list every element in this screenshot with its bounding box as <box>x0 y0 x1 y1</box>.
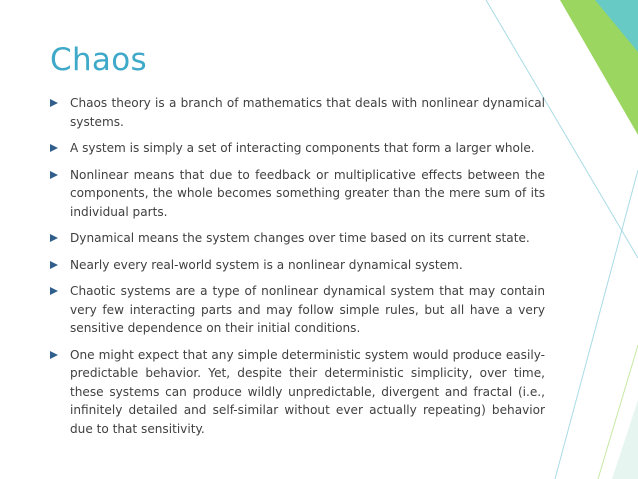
bullet-item <box>50 229 545 248</box>
bullet-item <box>50 346 545 439</box>
triangle-bullet-icon <box>50 144 58 152</box>
bullet-item <box>50 166 545 222</box>
triangle-bullet-icon <box>50 287 58 295</box>
triangle-bullet-icon <box>50 171 58 179</box>
bullet-item <box>50 282 545 338</box>
bullet-item <box>50 256 545 275</box>
bullet-text: Nonlinear means that due to feedback or multiplicative effects between the components, the whole becomes something greater than the mere sum of its individual parts. <box>70 167 545 219</box>
bullet-text: One might expect that any simple deterministic system would produce easily-predictable behavior. Yet, despite their deterministic simplicity, over time, these systems can produce wildly unpredictable, divergent and fractal (i.e., infinitely detailed and self-similar without ever actually repeating) behavior due to that sensitivity. <box>70 347 545 436</box>
bullet-text: Chaos theory is a branch of mathematics that deals with nonlinear dynamical systems. <box>70 96 545 129</box>
bullet-text: Dynamical means the system changes over time based on its current state. <box>70 231 530 245</box>
facet-light <box>612 400 638 479</box>
triangle-bullet-icon <box>50 234 58 242</box>
bullet-item <box>50 94 545 131</box>
bullet-list <box>50 94 545 446</box>
slide-title: Chaos <box>50 42 147 78</box>
bullet-text: Nearly every real-world system is a nonlinear dynamical system. <box>70 257 463 272</box>
bullet-text: A system is simply a set of interacting components that form a larger whole. <box>70 141 535 155</box>
facet-line <box>555 170 638 479</box>
bullet-item <box>50 139 545 158</box>
triangle-bullet-icon <box>50 99 58 107</box>
bullet-text: Chaotic systems are a type of nonlinear dynamical system that may contain very few interacting parts and may follow simple rules, but all have a very sensitive dependence on their initial conditions. <box>70 284 545 335</box>
triangle-bullet-icon <box>50 261 58 269</box>
triangle-bullet-icon <box>50 351 58 359</box>
